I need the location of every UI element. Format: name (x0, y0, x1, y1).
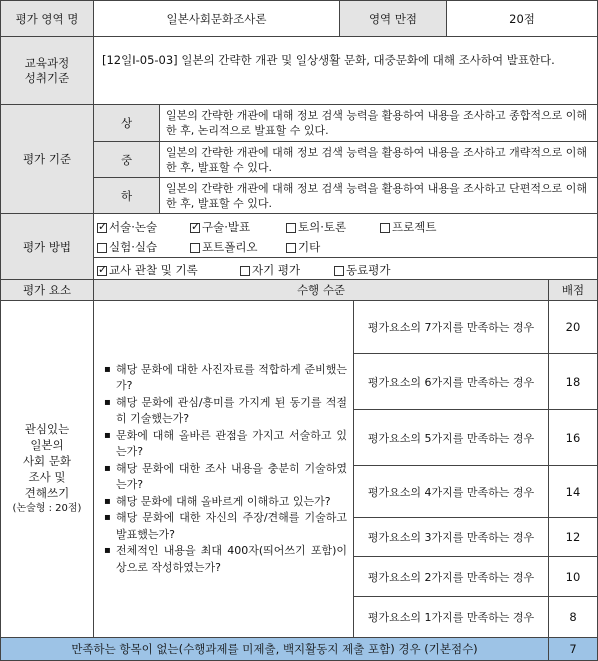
standard-label: 교육과정 성취기준 (0, 36, 94, 105)
score-label: 영역 만점 (339, 0, 447, 37)
checkbox-checked-icon[interactable] (190, 223, 200, 233)
criteria-text-high: 일본의 간략한 개관에 대해 정보 검색 능력을 활용하여 내용을 조사하고 종합적으로 이해한 후, 논리적으로 발표할 수 있다. (159, 104, 598, 142)
checkbox-icon[interactable] (334, 266, 344, 276)
footer-text: 만족하는 항목이 없는(수행과제를 미제출, 백지활동지 제출 포함) 경우 (기본점수) (0, 637, 549, 661)
criteria-text-mid: 일본의 간략한 개관에 대해 정보 검색 능력을 활용하여 내용을 조사하고 개략적으로 이해한 후, 발표할 수 있다. (159, 141, 598, 178)
method-option[interactable]: 동료평가 (334, 262, 390, 278)
methods-group-2 (93, 257, 598, 280)
level-text: 평가요소의 4가지를 만족하는 경우 (353, 465, 549, 518)
checklist-item: ▪ 해당 문화에 대한 사진자료를 적합하게 준비했는가? (104, 362, 347, 395)
method-option[interactable]: 토의·토론 (286, 219, 346, 235)
level-points: 14 (548, 465, 598, 518)
methods-label: 평가 방법 (0, 213, 94, 280)
level-text: 평가요소의 6가지를 만족하는 경우 (353, 353, 549, 410)
evaluation-element: 관심있는 일본의 사회 문화 조사 및 견해쓰기 (논술형 : 20점) (0, 300, 94, 638)
checkbox-icon[interactable] (97, 243, 107, 253)
method-option[interactable]: ✓ 구술·발표 (190, 219, 250, 235)
checklist-item: ▪ 전체적인 내용을 최대 400자(띄어쓰기 포함)이상으로 작성하였는가? (104, 543, 347, 576)
checklist-item: ▪ 해당 문화에 대한 조사 내용을 충분히 기술하였는가? (104, 461, 347, 494)
methods-group-1 (93, 213, 598, 258)
checkbox-checked-icon[interactable] (97, 223, 107, 233)
area-label: 평가 영역 명 (0, 0, 94, 37)
method-option[interactable]: ✓ 교사 관찰 및 기록 (97, 262, 198, 278)
checkbox-icon[interactable] (286, 243, 296, 253)
checklist-item: ▪ 해당 문화에 대한 자신의 주장/견해를 기술하고 발표했는가? (104, 510, 347, 543)
criteria-text-low: 일본의 간략한 개관에 대해 정보 검색 능력을 활용하여 내용을 조사하고 단편적으로 이해한 후, 발표할 수 있다. (159, 177, 598, 214)
criteria-level-low: 하 (93, 177, 160, 214)
criteria-level-high: 상 (93, 104, 160, 142)
method-option[interactable]: ✓ 서술·논술 (97, 219, 157, 235)
checklist-item: ▪ 해당 문화에 대해 올바르게 이해하고 있는가? (104, 494, 347, 511)
checklist-item: ▪ 문화에 대해 올바른 관점을 가지고 서술하고 있는가? (104, 428, 347, 461)
level-points: 16 (548, 409, 598, 466)
standard-text: [12일Ⅰ-05-03] 일본의 간략한 개관 및 일상생활 문화, 대중문화에 대해 조사하여 발표한다. (93, 36, 598, 105)
col-points-header: 배점 (548, 279, 598, 301)
method-option[interactable]: 프로젝트 (380, 219, 436, 235)
method-option[interactable]: 자기 평가 (240, 262, 300, 278)
level-text: 평가요소의 2가지를 만족하는 경우 (353, 556, 549, 597)
checkbox-icon[interactable] (380, 223, 390, 233)
footer-points: 7 (548, 637, 598, 661)
checkbox-icon[interactable] (286, 223, 296, 233)
col-level-header: 수행 수준 (93, 279, 549, 301)
score-value: 20점 (446, 0, 598, 37)
method-option[interactable]: 기타 (286, 239, 320, 255)
criteria-level-mid: 중 (93, 141, 160, 178)
checkbox-icon[interactable] (190, 243, 200, 253)
level-points: 18 (548, 353, 598, 410)
level-points: 20 (548, 300, 598, 354)
level-text: 평가요소의 7가지를 만족하는 경우 (353, 300, 549, 354)
level-points: 8 (548, 596, 598, 638)
method-option[interactable]: 포트폴리오 (190, 239, 258, 255)
level-points: 12 (548, 517, 598, 557)
criteria-label: 평가 기준 (0, 104, 94, 214)
level-text: 평가요소의 5가지를 만족하는 경우 (353, 409, 549, 466)
checkbox-icon[interactable] (240, 266, 250, 276)
level-text: 평가요소의 3가지를 만족하는 경우 (353, 517, 549, 557)
area-value: 일본사회문화조사론 (93, 0, 340, 37)
method-option[interactable]: 실험·실습 (97, 239, 157, 255)
checklist-item: ▪ 해당 문화에 관심/흥미를 가지게 된 동기를 적절히 기술했는가? (104, 395, 347, 428)
checkbox-checked-icon[interactable] (97, 266, 107, 276)
level-text: 평가요소의 1가지를 만족하는 경우 (353, 596, 549, 638)
level-points: 10 (548, 556, 598, 597)
checklist (93, 300, 354, 638)
col-element-header: 평가 요소 (0, 279, 94, 301)
